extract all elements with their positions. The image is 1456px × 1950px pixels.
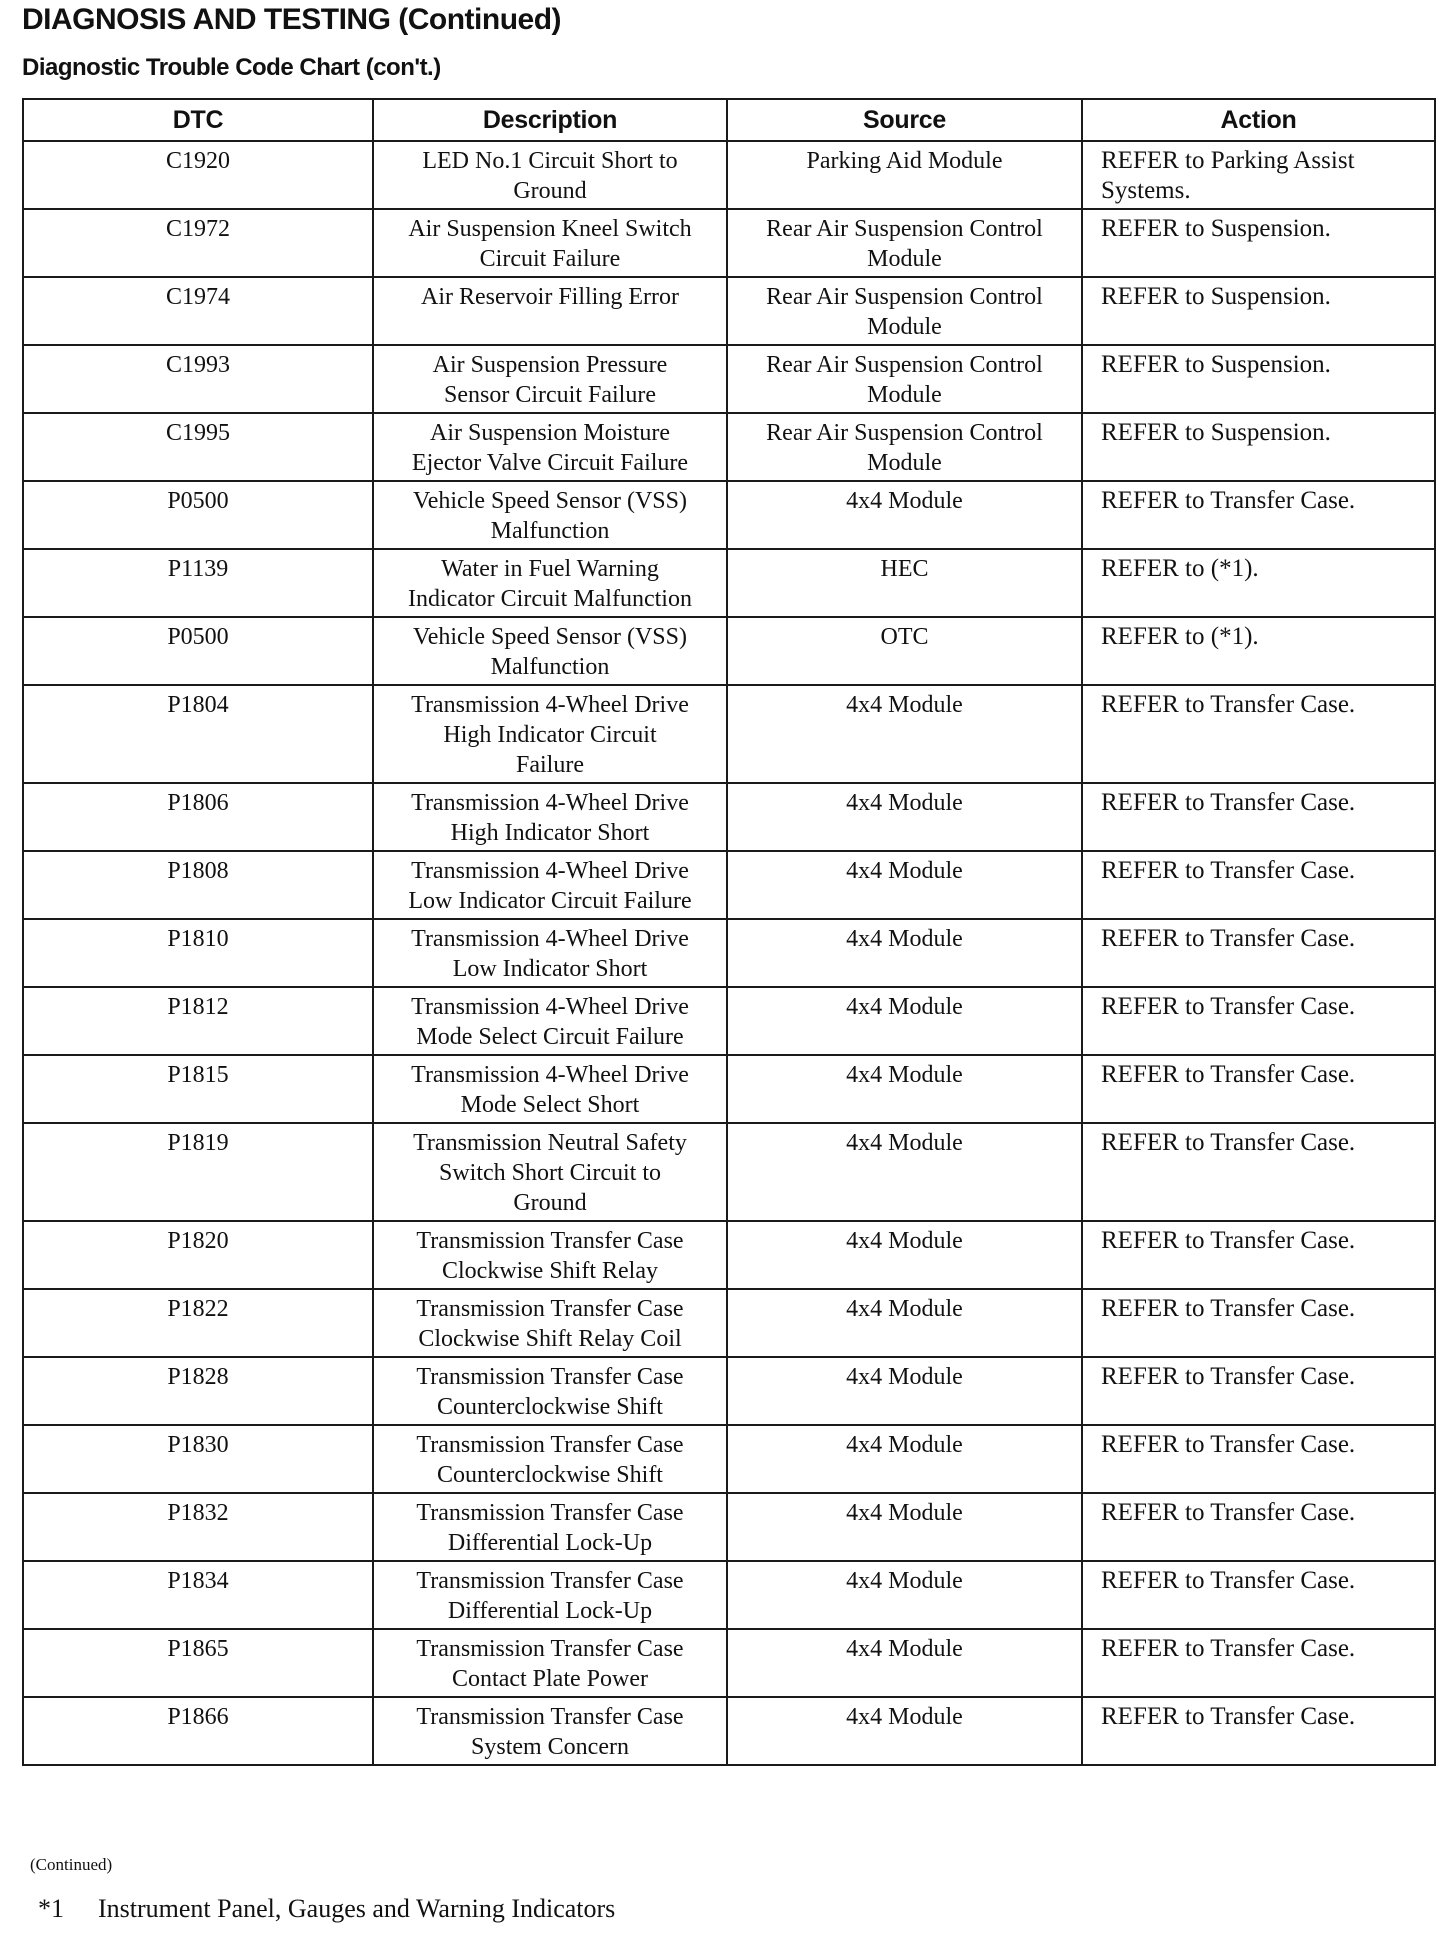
description-line: Transmission Transfer Case xyxy=(416,1364,684,1390)
column-header-description: Description xyxy=(373,99,727,141)
action-line: REFER to Transfer Case. xyxy=(1101,1635,1356,1662)
page-title: DIAGNOSIS AND TESTING (Continued) xyxy=(22,3,562,36)
description-line: Counterclockwise Shift xyxy=(437,1394,663,1420)
cell-dtc: P0500 xyxy=(23,617,373,685)
source-line: 4x4 Module xyxy=(846,858,963,884)
cell-description xyxy=(373,1629,727,1697)
cell-dtc: P1808 xyxy=(23,851,373,919)
cell-source xyxy=(727,1561,1082,1629)
source-line: 4x4 Module xyxy=(846,1130,963,1156)
cell-description xyxy=(373,987,727,1055)
source-line: 4x4 Module xyxy=(846,1568,963,1594)
description-line: LED No.1 Circuit Short to xyxy=(422,148,678,174)
description-line: Low Indicator Circuit Failure xyxy=(408,888,692,914)
description-line: Failure xyxy=(516,752,584,778)
description-line: Transmission Neutral Safety xyxy=(413,1130,687,1156)
table-row xyxy=(23,141,1435,209)
source-line: Rear Air Suspension Control xyxy=(766,284,1043,310)
description-line: Transmission Transfer Case xyxy=(416,1636,684,1662)
table-row xyxy=(23,1221,1435,1289)
description-line: Air Suspension Moisture xyxy=(430,420,670,446)
action-line: REFER to (*1). xyxy=(1101,623,1259,650)
cell-dtc: P1804 xyxy=(23,685,373,783)
action-line: REFER to Transfer Case. xyxy=(1101,1061,1356,1088)
description-line: Ground xyxy=(513,178,587,204)
cell-dtc: P1806 xyxy=(23,783,373,851)
description-line: Circuit Failure xyxy=(479,246,621,272)
table-row xyxy=(23,1055,1435,1123)
source-line: 4x4 Module xyxy=(846,926,963,952)
table-row xyxy=(23,1357,1435,1425)
cell-source xyxy=(727,345,1082,413)
cell-dtc: P1819 xyxy=(23,1123,373,1221)
description-line: Indicator Circuit Malfunction xyxy=(408,586,692,612)
cell-description xyxy=(373,345,727,413)
cell-source xyxy=(727,1055,1082,1123)
cell-dtc: P1822 xyxy=(23,1289,373,1357)
action-line: REFER to (*1). xyxy=(1101,555,1259,582)
source-line: 4x4 Module xyxy=(846,692,963,718)
cell-action xyxy=(1082,277,1435,345)
description-line: Ground xyxy=(513,1190,587,1216)
source-line: 4x4 Module xyxy=(846,1704,963,1730)
description-line: Clockwise Shift Relay Coil xyxy=(418,1326,682,1352)
cell-action xyxy=(1082,549,1435,617)
description-line: Water in Fuel Warning xyxy=(441,556,659,582)
cell-dtc: C1993 xyxy=(23,345,373,413)
cell-action xyxy=(1082,617,1435,685)
table-row xyxy=(23,919,1435,987)
action-line: REFER to Suspension. xyxy=(1101,351,1331,378)
cell-description xyxy=(373,1123,727,1221)
source-line: Rear Air Suspension Control xyxy=(766,352,1043,378)
cell-dtc: P1828 xyxy=(23,1357,373,1425)
cell-action xyxy=(1082,1221,1435,1289)
description-line: Ejector Valve Circuit Failure xyxy=(411,450,689,476)
description-line: Air Reservoir Filling Error xyxy=(421,284,679,310)
cell-dtc: C1920 xyxy=(23,141,373,209)
table-row xyxy=(23,851,1435,919)
action-line: REFER to Transfer Case. xyxy=(1101,1499,1356,1526)
table-row xyxy=(23,1697,1435,1765)
cell-dtc: P1815 xyxy=(23,1055,373,1123)
action-line: REFER to Transfer Case. xyxy=(1101,1227,1356,1254)
description-line: Mode Select Circuit Failure xyxy=(416,1024,684,1050)
action-line: REFER to Transfer Case. xyxy=(1101,1431,1356,1458)
cell-source xyxy=(727,141,1082,209)
source-line: Module xyxy=(867,314,942,340)
cell-source xyxy=(727,987,1082,1055)
description-line: Mode Select Short xyxy=(460,1092,640,1118)
cell-source xyxy=(727,209,1082,277)
cell-source xyxy=(727,685,1082,783)
cell-dtc: P1820 xyxy=(23,1221,373,1289)
cell-dtc: P1812 xyxy=(23,987,373,1055)
description-line: Transmission 4-Wheel Drive xyxy=(411,1062,689,1088)
cell-source xyxy=(727,1493,1082,1561)
action-line: REFER to Transfer Case. xyxy=(1101,993,1356,1020)
cell-description xyxy=(373,1055,727,1123)
column-header-dtc: DTC xyxy=(23,99,373,141)
cell-description xyxy=(373,1289,727,1357)
cell-dtc: P1810 xyxy=(23,919,373,987)
cell-description xyxy=(373,685,727,783)
cell-description xyxy=(373,1493,727,1561)
table-row xyxy=(23,209,1435,277)
description-line: Counterclockwise Shift xyxy=(437,1462,663,1488)
cell-dtc: P0500 xyxy=(23,481,373,549)
cell-dtc: P1834 xyxy=(23,1561,373,1629)
action-line: REFER to Transfer Case. xyxy=(1101,691,1356,718)
cell-action xyxy=(1082,209,1435,277)
source-line: 4x4 Module xyxy=(846,1500,963,1526)
description-line: Transmission 4-Wheel Drive xyxy=(411,858,689,884)
action-line: REFER to Transfer Case. xyxy=(1101,1295,1356,1322)
table-row xyxy=(23,1289,1435,1357)
description-line: Sensor Circuit Failure xyxy=(444,382,656,408)
cell-dtc: C1974 xyxy=(23,277,373,345)
table-row xyxy=(23,685,1435,783)
continued-note: (Continued) xyxy=(30,1855,113,1874)
description-line: Transmission Transfer Case xyxy=(416,1228,684,1254)
cell-description xyxy=(373,783,727,851)
action-line: REFER to Transfer Case. xyxy=(1101,1703,1356,1730)
table-row xyxy=(23,345,1435,413)
action-line: REFER to Transfer Case. xyxy=(1101,1129,1356,1156)
cell-description xyxy=(373,1697,727,1765)
cell-action xyxy=(1082,1493,1435,1561)
table-row xyxy=(23,1123,1435,1221)
cell-action xyxy=(1082,987,1435,1055)
description-line: Switch Short Circuit to xyxy=(439,1160,661,1186)
action-line: REFER to Transfer Case. xyxy=(1101,487,1356,514)
cell-source xyxy=(727,481,1082,549)
cell-dtc: C1972 xyxy=(23,209,373,277)
table-row xyxy=(23,783,1435,851)
cell-dtc: C1995 xyxy=(23,413,373,481)
cell-dtc: P1865 xyxy=(23,1629,373,1697)
cell-source xyxy=(727,617,1082,685)
cell-description xyxy=(373,617,727,685)
description-line: Transmission 4-Wheel Drive xyxy=(411,994,689,1020)
description-line: Air Suspension Kneel Switch xyxy=(408,216,692,242)
source-line: OTC xyxy=(880,624,929,650)
table-row xyxy=(23,1629,1435,1697)
cell-dtc: P1832 xyxy=(23,1493,373,1561)
description-line: Transmission Transfer Case xyxy=(416,1568,684,1594)
cell-action xyxy=(1082,1123,1435,1221)
cell-description xyxy=(373,549,727,617)
source-line: 4x4 Module xyxy=(846,1228,963,1254)
cell-dtc: P1139 xyxy=(23,549,373,617)
footnote-mark: *1 xyxy=(38,1894,64,1923)
cell-action xyxy=(1082,345,1435,413)
cell-description xyxy=(373,1221,727,1289)
description-line: Air Suspension Pressure xyxy=(432,352,668,378)
description-line: Low Indicator Short xyxy=(452,956,648,982)
cell-description xyxy=(373,1425,727,1493)
cell-action xyxy=(1082,685,1435,783)
source-line: Module xyxy=(867,382,942,408)
source-line: Rear Air Suspension Control xyxy=(766,216,1043,242)
footnote-text: Instrument Panel, Gauges and Warning Indicators xyxy=(98,1894,616,1923)
source-line: 4x4 Module xyxy=(846,1636,963,1662)
description-line: Differential Lock-Up xyxy=(447,1598,653,1624)
source-line: Module xyxy=(867,246,942,272)
table-row xyxy=(23,1561,1435,1629)
cell-action xyxy=(1082,1289,1435,1357)
description-line: Vehicle Speed Sensor (VSS) xyxy=(413,488,687,514)
source-line: Module xyxy=(867,450,942,476)
description-line: Transmission 4-Wheel Drive xyxy=(411,692,689,718)
table-row xyxy=(23,277,1435,345)
cell-source xyxy=(727,1123,1082,1221)
source-line: Parking Aid Module xyxy=(806,148,1003,174)
footnote xyxy=(38,1892,615,1926)
cell-source xyxy=(727,1221,1082,1289)
description-line: Transmission Transfer Case xyxy=(416,1432,684,1458)
table-body xyxy=(23,141,1435,1765)
cell-action xyxy=(1082,851,1435,919)
description-line: Contact Plate Power xyxy=(452,1666,648,1692)
chart-title: Diagnostic Trouble Code Chart (con't.) xyxy=(22,54,441,81)
cell-source xyxy=(727,1357,1082,1425)
cell-description xyxy=(373,277,727,345)
description-line: Differential Lock-Up xyxy=(447,1530,653,1556)
table-row xyxy=(23,481,1435,549)
cell-source xyxy=(727,1289,1082,1357)
source-line: HEC xyxy=(880,556,929,582)
cell-source xyxy=(727,1629,1082,1697)
dtc-table xyxy=(22,98,1436,1766)
description-line: High Indicator Circuit xyxy=(443,722,657,748)
source-line: 4x4 Module xyxy=(846,790,963,816)
cell-source xyxy=(727,277,1082,345)
source-line: 4x4 Module xyxy=(846,1296,963,1322)
cell-action xyxy=(1082,1055,1435,1123)
cell-action xyxy=(1082,783,1435,851)
source-line: 4x4 Module xyxy=(846,488,963,514)
cell-source xyxy=(727,1697,1082,1765)
table-row xyxy=(23,1493,1435,1561)
cell-description xyxy=(373,209,727,277)
cell-action xyxy=(1082,1697,1435,1765)
action-line: REFER to Transfer Case. xyxy=(1101,789,1356,816)
description-line: Clockwise Shift Relay xyxy=(442,1258,658,1284)
cell-action xyxy=(1082,1629,1435,1697)
action-line: REFER to Suspension. xyxy=(1101,283,1331,310)
description-line: Vehicle Speed Sensor (VSS) xyxy=(413,624,687,650)
cell-action xyxy=(1082,141,1435,209)
table-row xyxy=(23,413,1435,481)
description-line: Transmission Transfer Case xyxy=(416,1500,684,1526)
cell-dtc: P1830 xyxy=(23,1425,373,1493)
cell-source xyxy=(727,919,1082,987)
cell-source xyxy=(727,851,1082,919)
description-line: Malfunction xyxy=(490,654,610,680)
column-header-action: Action xyxy=(1082,99,1435,141)
description-line: Transmission 4-Wheel Drive xyxy=(411,790,689,816)
action-line: Systems. xyxy=(1101,177,1191,204)
cell-description xyxy=(373,413,727,481)
cell-action xyxy=(1082,919,1435,987)
description-line: High Indicator Short xyxy=(450,820,650,846)
cell-action xyxy=(1082,1357,1435,1425)
cell-action xyxy=(1082,413,1435,481)
cell-description xyxy=(373,919,727,987)
cell-source xyxy=(727,549,1082,617)
action-line: REFER to Suspension. xyxy=(1101,419,1331,446)
description-line: System Concern xyxy=(471,1734,629,1760)
description-line: Transmission Transfer Case xyxy=(416,1296,684,1322)
action-line: REFER to Transfer Case. xyxy=(1101,1567,1356,1594)
description-line: Malfunction xyxy=(490,518,610,544)
source-line: Rear Air Suspension Control xyxy=(766,420,1043,446)
source-line: 4x4 Module xyxy=(846,1432,963,1458)
action-line: REFER to Suspension. xyxy=(1101,215,1331,242)
cell-action xyxy=(1082,481,1435,549)
description-line: Transmission Transfer Case xyxy=(416,1704,684,1730)
description-line: Transmission 4-Wheel Drive xyxy=(411,926,689,952)
column-header-source: Source xyxy=(727,99,1082,141)
cell-source xyxy=(727,1425,1082,1493)
action-line: REFER to Transfer Case. xyxy=(1101,925,1356,952)
action-line: REFER to Transfer Case. xyxy=(1101,1363,1356,1390)
source-line: 4x4 Module xyxy=(846,1364,963,1390)
table-row xyxy=(23,1425,1435,1493)
source-line: 4x4 Module xyxy=(846,1062,963,1088)
cell-description xyxy=(373,141,727,209)
table-row xyxy=(23,617,1435,685)
table-row xyxy=(23,549,1435,617)
action-line: REFER to Transfer Case. xyxy=(1101,857,1356,884)
cell-description xyxy=(373,1357,727,1425)
cell-description xyxy=(373,851,727,919)
source-line: 4x4 Module xyxy=(846,994,963,1020)
table-row xyxy=(23,987,1435,1055)
cell-description xyxy=(373,1561,727,1629)
cell-source xyxy=(727,413,1082,481)
cell-dtc: P1866 xyxy=(23,1697,373,1765)
action-line: REFER to Parking Assist xyxy=(1101,147,1355,174)
cell-action xyxy=(1082,1425,1435,1493)
table-header-row xyxy=(23,99,1435,141)
cell-source xyxy=(727,783,1082,851)
cell-action xyxy=(1082,1561,1435,1629)
cell-description xyxy=(373,481,727,549)
